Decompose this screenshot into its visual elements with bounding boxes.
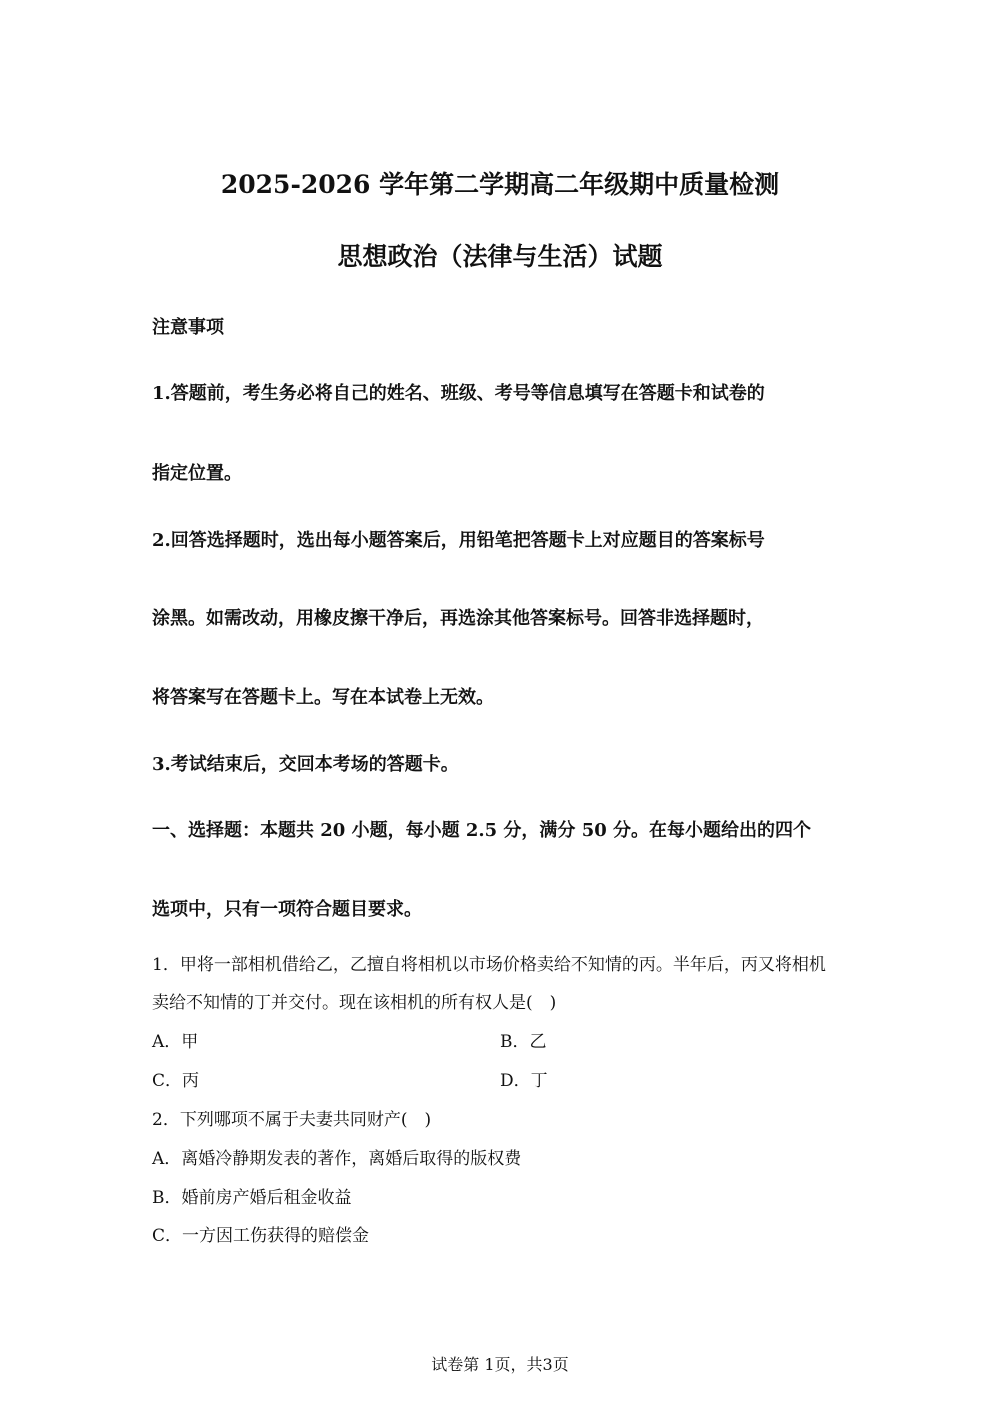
exam-subtitle: 思想政治（法律与生活）试题 [337, 242, 663, 271]
question-1-option-d: D．丁 [500, 1071, 548, 1091]
question-2-option-a: A．离婚冷静期发表的著作，离婚后取得的版权费 [152, 1149, 522, 1169]
notice-item-1-line-2: 指定位置。 [152, 463, 242, 484]
question-1-line-1: 1．甲将一部相机借给乙，乙擅自将相机以市场价格卖给不知情的丙。半年后，丙又将相机 [152, 955, 826, 975]
notice-item-3: 3.考试结束后，交回本考场的答题卡。 [152, 754, 459, 775]
question-2-option-c: C．一方因工伤获得的赔偿金 [152, 1226, 370, 1246]
question-1-option-a: A．甲 [152, 1032, 199, 1052]
section-1-line-1: 一、选择题：本题共 20 小题，每小题 2.5 分，满分 50 分。在每小题给出的四个 [152, 820, 812, 841]
notice-item-2-line-1: 2.回答选择题时，选出每小题答案后，用铅笔把答题卡上对应题目的答案标号 [152, 530, 765, 551]
notice-item-2-line-3: 将答案写在答题卡上。写在本试卷上无效。 [152, 687, 494, 708]
question-1-line-2: 卖给不知情的丁并交付。现在该相机的所有权人是( ) [152, 993, 557, 1013]
page-footer: 试卷第 1页，共3页 [431, 1355, 569, 1374]
notice-item-2-line-2: 涂黑。如需改动，用橡皮擦干净后，再选涂其他答案标号。回答非选择题时， [152, 608, 764, 629]
exam-title: 2025-2026 学年第二学期高二年级期中质量检测 [220, 170, 780, 199]
question-1-option-b: B．乙 [500, 1032, 547, 1052]
question-2-option-b: B．婚前房产婚后租金收益 [152, 1188, 352, 1208]
notice-heading: 注意事项 [152, 317, 224, 338]
section-1-line-2: 选项中，只有一项符合题目要求。 [152, 899, 422, 920]
notice-item-1-line-1: 1.答题前，考生务必将自己的姓名、班级、考号等信息填写在答题卡和试卷的 [152, 383, 765, 404]
question-2-line-1: 2．下列哪项不属于夫妻共同财产( ) [152, 1110, 432, 1130]
question-1-option-c: C．丙 [152, 1071, 200, 1091]
